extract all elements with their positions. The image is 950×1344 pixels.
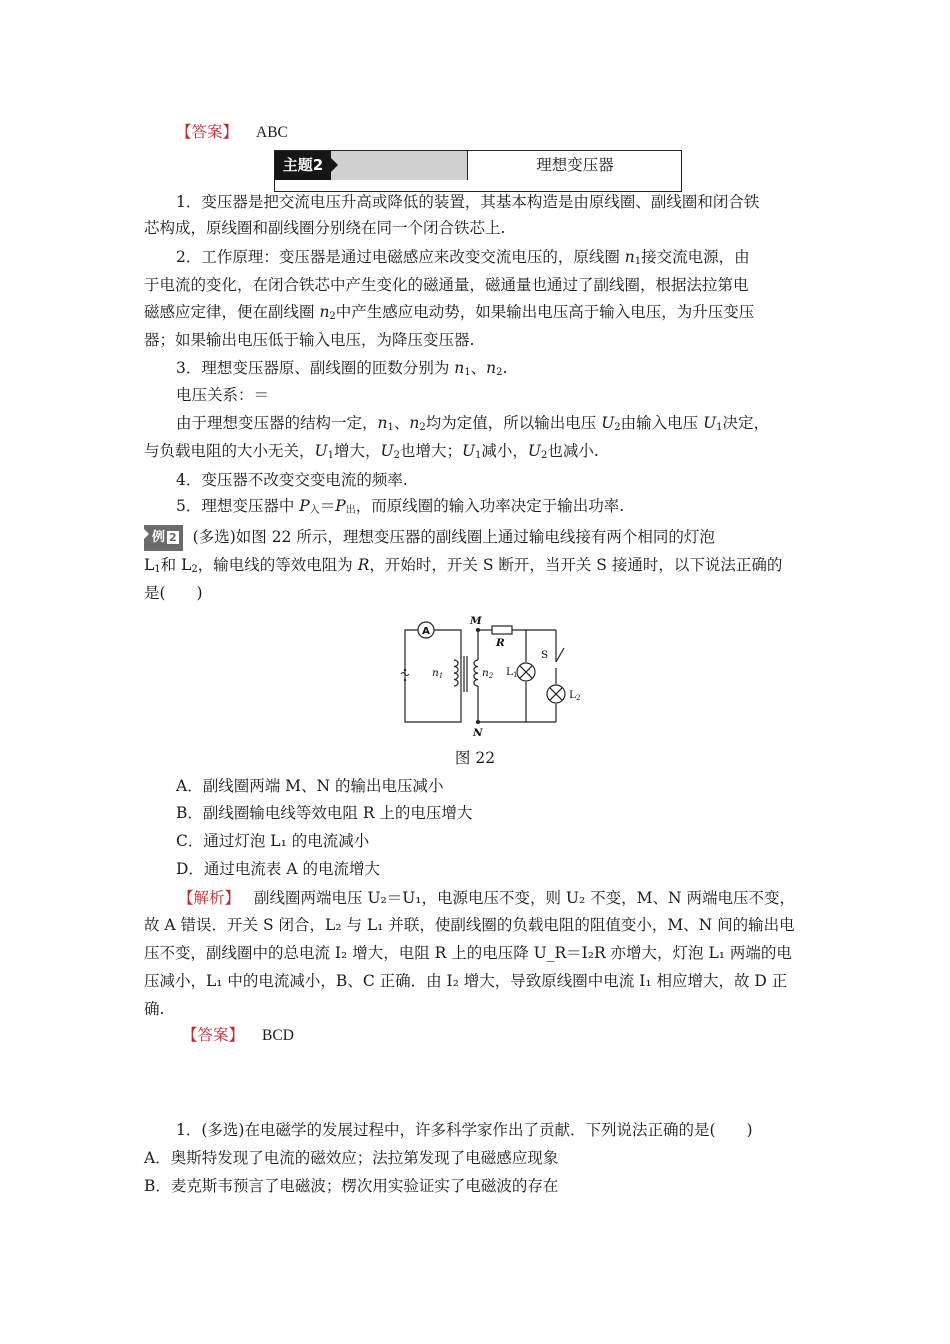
paragraph-5: 5．理想变压器中 $P_入=P_出$，而原线圈的输入功率决定于输出功率. [176,497,625,516]
n2-label: n2 [482,667,494,680]
option-b: B．副线圈输电线等效电阻 R 上的电压增大 [176,804,473,822]
topic-header [274,150,682,192]
analysis-label: 【解析】 [178,889,241,907]
ammeter-label: A [422,626,430,637]
answer-label-2: 【答案】 [182,1026,245,1044]
answer-value-2: BCD [262,1027,294,1044]
voltage-relation: 电压关系：＝ [176,386,270,404]
exercise-option-b: B．麦克斯韦预言了电磁波；楞次用实验证实了电磁波的存在 [144,1177,559,1195]
n1-label: n1 [432,667,444,680]
l1-label: L1 [506,666,518,679]
paragraph-3: 3．理想变压器原、副线圈的匝数分别为 $n_1$、$n_2$. [176,359,508,378]
example-badge: 例 2 [144,525,183,551]
exercise-option-a: A．奥斯特发现了电流的磁效应；法拉第发现了电磁感应现象 [144,1149,559,1167]
analysis-line-1: 【解析】 副线圈两端电压 U₂＝U₁，电源电压不变，则 U₂ 不变，M、N 两端电压不变， [178,889,795,907]
example-question-line-3: 是( ) [144,584,203,602]
paragraph-1b: 芯构成，原线圈和副线圈分别绕在同一个闭合铁芯上. [144,219,506,237]
option-c: C．通过灯泡 L₁ 的电流减小 [176,832,370,850]
analysis-line-5: 确. [144,1000,165,1018]
paragraph-2d: 器；如果输出电压低于输入电压，为降压变压器. [144,331,475,349]
paragraph-4: 4．变压器不改变交变电流的频率. [176,471,408,489]
switch-label: S [541,649,549,661]
node-n-label: N [473,727,483,739]
example-question-line-1: 例 2 (多选)如图 22 所示，理想变压器的副线圈上通过输电线接有两个相同的灯泡 [144,525,715,552]
answer-value: ABC [256,124,288,141]
paragraph-1a: 1．变压器是把交流电压升高或降低的装置，其基本构造是由原线圈、副线圈和闭合铁 [176,193,760,211]
analysis-line-3: 压不变，副线圈中的总电流 I₂ 增大，电阻 R 上的电压降 U_R＝I₂R 亦增大，灯泡 L₁ 两端的电 [144,944,792,962]
answer-line-2 [182,1023,294,1048]
paragraph-2b: 于电流的变化，在闭合铁芯中产生变化的磁通量，磁通量也通过了副线圈，根据法拉第电 [144,276,749,294]
node-m-label: M [470,615,482,627]
topic-label: 主题2 [275,151,331,180]
figure-caption: 图 22 [454,749,496,767]
option-d: D．通过电流表 A 的电流增大 [176,860,380,878]
paragraph-3c: 与负载电阻的大小无关，$U_1$增大，$U_2$也增大；$U_1$减小，$U_2$也减小. [144,442,599,461]
example-question-line-2: $L_1$和 $L_2$，输电线的等效电阻为 R，开始时，开关 S 断开，当开关 S 接通时，以下说法正确的 [144,556,783,575]
resistor-label: R [496,637,505,649]
exercise-question: 1．(多选)在电磁学的发展过程中，许多科学家作出了贡献．下列说法正确的是( ) [176,1121,753,1139]
circuit-diagram [398,612,588,740]
analysis-line-2: 故 A 错误．开关 S 闭合，L₂ 与 L₁ 并联，使副线圈的负载电阻的阻值变小，M、N 间的输出电 [144,916,795,934]
paragraph-3b: 由于理想变压器的结构一定，$n_1$、$n_2$均为定值，所以输出电压 $U_2$由输入电压 $U_1$决定， [176,414,770,433]
analysis-line-4: 压减小，L₁ 中的电流减小，B、C 正确．由 I₂ 增大，导致原线圈中电流 I₁ 相应增大，故 D 正 [144,972,788,990]
answer-label: 【答案】 [176,123,239,141]
topic-title: 理想变压器 [536,156,614,174]
paragraph-2a: 2．工作原理：变压器是通过电磁感应来改变交流电压的，原线圈 $n_1$接交流电源，由 [176,248,750,267]
l2-label: L2 [569,689,581,702]
option-a: A．副线圈两端 M、N 的输出电压减小 [176,777,444,795]
paragraph-2c: 磁感应定律，便在副线圈 $n_2$中产生感应电动势，如果输出电压高于输入电压，为升压变压 [144,303,755,322]
answer-line-1 [176,120,288,145]
